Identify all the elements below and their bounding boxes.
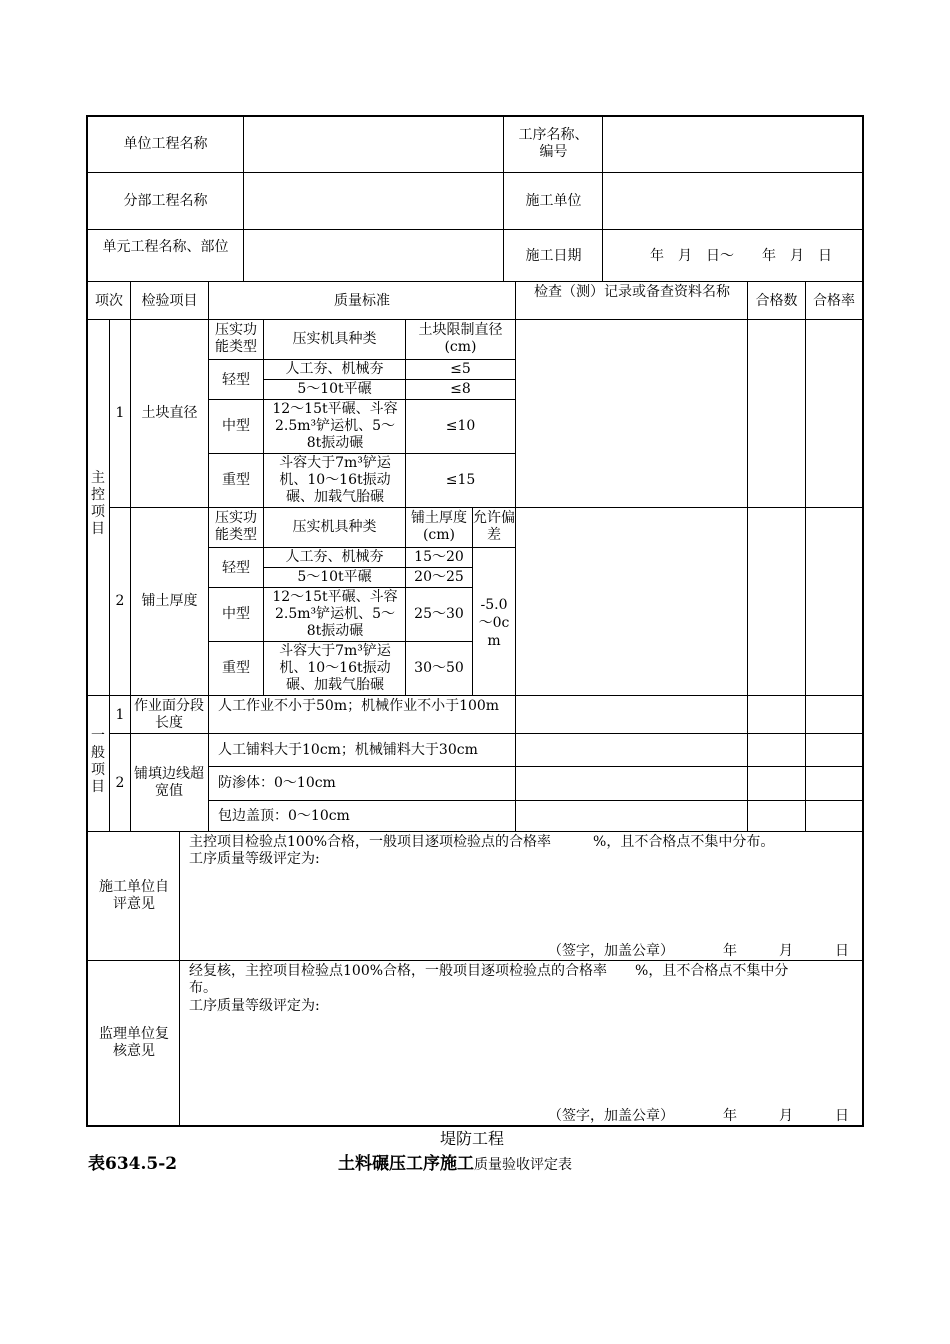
project-type: 堤防工程 <box>440 1129 505 1148</box>
main1-subhead-machine: 压实机具种类 <box>292 331 377 347</box>
main-group-label: 主控项目 <box>91 470 105 537</box>
main1-medium-type: 中型 <box>222 418 250 434</box>
col-inspection-item: 检验项目 <box>141 293 198 309</box>
main1-subhead-type: 压实功能类型 <box>215 322 257 355</box>
supervisor-eval-label: 监理单位复核意见 <box>99 1026 169 1059</box>
main2-subhead-machine: 压实机具种类 <box>292 519 377 535</box>
main1-heavy-value: ≤15 <box>445 472 476 488</box>
col-record: 检查（测）记录或备查资料名称 <box>534 284 730 300</box>
main-item1-name: 土块直径 <box>141 405 198 421</box>
main2-subhead-type: 压实功能类型 <box>215 510 257 543</box>
table-title-rest: 质量验收评定表 <box>474 1157 572 1173</box>
col-pass-count: 合格数 <box>755 293 798 309</box>
main1-light-machine-1: 人工夯、机械夯 <box>285 361 384 377</box>
unit-project-value[interactable] <box>245 117 502 171</box>
self-eval-label: 施工单位自评意见 <box>99 879 169 912</box>
element-project-value[interactable] <box>245 231 502 280</box>
main2-medium-value: 25～30 <box>414 606 464 622</box>
main2-heavy-value: 30～50 <box>414 660 464 676</box>
col-item-no: 项次 <box>95 293 123 309</box>
supervisor-eval-line1: 经复核，主控项目检验点100%合格，一般项目逐项检验点的合格率 %，且不合格点不集中分 <box>189 963 789 979</box>
col-pass-rate: 合格率 <box>813 293 855 309</box>
main2-light-value-1: 15～20 <box>414 549 464 565</box>
general-item1-no: 1 <box>115 707 125 723</box>
general-item1-name: 作业面分段长度 <box>134 698 204 731</box>
supervisor-eval-line1b: 布。 <box>189 980 217 996</box>
main2-medium-type: 中型 <box>222 606 250 622</box>
supervisor-eval-line2: 工序质量等级评定为: <box>189 998 320 1014</box>
main2-light-value-2: 20～25 <box>414 569 464 585</box>
table-number: 表634.5-2 <box>88 1154 178 1174</box>
construction-date-label: 施工日期 <box>525 248 582 264</box>
main1-medium-value: ≤10 <box>445 418 476 434</box>
general-item2-name: 铺填边线超宽值 <box>134 766 204 799</box>
col-quality-standard: 质量标准 <box>334 293 390 309</box>
sub-project-label: 分部工程名称 <box>123 193 208 209</box>
main1-light-value-1: ≤5 <box>450 361 471 377</box>
main2-medium-machine: 12～15t平碾、斗容2.5m³铲运机、5～8t振动碾 <box>272 589 398 639</box>
main2-light-machine-2: 5～10t平碾 <box>297 569 372 585</box>
construction-unit-label: 施工单位 <box>525 193 582 209</box>
general-item2-standard-1: 人工铺料大于10cm；机械铺料大于30cm <box>218 742 478 758</box>
supervisor-eval-sign: （签字，加盖公章） 年 月 日 <box>548 1108 849 1124</box>
general-group-label: 一般项目 <box>91 728 105 795</box>
main1-light-machine-2: 5～10t平碾 <box>297 381 372 397</box>
main1-heavy-type: 重型 <box>222 472 250 488</box>
self-eval-sign: （签字，加盖公章） 年 月 日 <box>548 943 849 959</box>
table-title <box>338 1153 572 1176</box>
construction-unit-value[interactable] <box>604 174 861 228</box>
main1-heavy-machine: 斗容大于7m³铲运机、10～16t振动碾、加载气胎碾 <box>279 455 391 505</box>
general-item2-standard-3: 包边盖顶：0～10cm <box>218 808 350 824</box>
general-item2-standard-2: 防渗体：0～10cm <box>218 775 336 791</box>
construction-date-value[interactable]: 年 月 日～ 年 月 日 <box>650 248 832 264</box>
element-project-label: 单元工程名称、部位 <box>102 239 229 255</box>
main2-light-machine-1: 人工夯、机械夯 <box>285 549 384 565</box>
main-item2-no: 2 <box>115 593 125 609</box>
main-item2-name: 铺土厚度 <box>141 593 198 609</box>
process-name-label: 工序名称、编号 <box>518 127 589 160</box>
main-item1-no: 1 <box>115 405 125 421</box>
main2-subhead-thickness: 铺土厚度(cm) <box>411 510 467 543</box>
self-eval-line2: 工序质量等级评定为: <box>189 851 320 867</box>
main2-subhead-tolerance: 允许偏差 <box>473 510 515 543</box>
general-item1-standard: 人工作业不小于50m；机械作业不小于100m <box>218 698 500 714</box>
general-item2-no: 2 <box>115 775 125 791</box>
main1-medium-machine: 12～15t平碾、斗容2.5m³铲运机、5～8t振动碾 <box>272 401 398 451</box>
main2-light-type: 轻型 <box>222 560 250 576</box>
main1-subhead-limit: 土块限制直径(cm) <box>418 322 503 355</box>
main2-heavy-machine: 斗容大于7m³铲运机、10～16t振动碾、加载气胎碾 <box>279 643 391 693</box>
sub-project-value[interactable] <box>245 174 502 228</box>
process-name-value[interactable] <box>604 117 861 171</box>
unit-project-label: 单位工程名称 <box>123 136 208 152</box>
main1-light-value-2: ≤8 <box>450 381 471 397</box>
main2-tolerance-value: -5.0～0cm <box>478 597 510 649</box>
self-eval-line1: 主控项目检验点100%合格，一般项目逐项检验点的合格率 %，且不合格点不集中分布。 <box>189 834 775 850</box>
main2-heavy-type: 重型 <box>222 660 250 676</box>
table-title-bold: 土料碾压工序施工 <box>338 1154 474 1174</box>
main1-light-type: 轻型 <box>222 372 250 388</box>
